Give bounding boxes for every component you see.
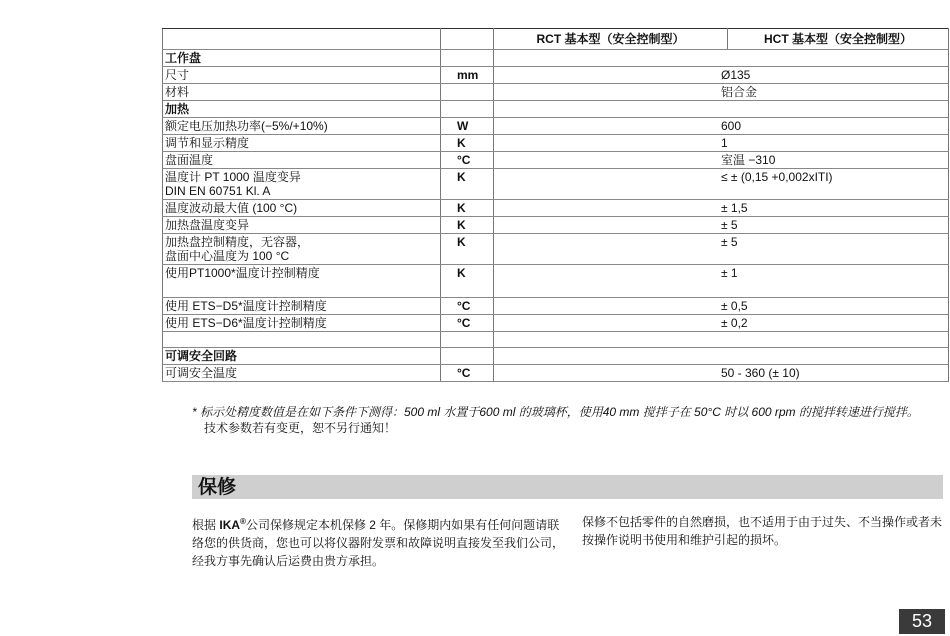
spec-unit: K bbox=[441, 135, 494, 152]
spec-label: 额定电压加热功率(−5%/+10%) bbox=[163, 118, 441, 135]
spec-value: ± 0,2 bbox=[494, 315, 949, 332]
spec-unit: °C bbox=[441, 298, 494, 315]
table-row bbox=[163, 298, 949, 315]
spec-value: Ø135 bbox=[494, 67, 949, 84]
spec-unit: W bbox=[441, 118, 494, 135]
footnote-notice: 技术参数若有变更，恕不另行通知！ bbox=[204, 421, 397, 435]
page-number: 53 bbox=[899, 609, 945, 634]
section-row-heating bbox=[163, 101, 949, 118]
spec-unit: K bbox=[441, 265, 494, 298]
spacer-row bbox=[163, 332, 949, 348]
spec-label bbox=[163, 169, 441, 200]
spec-value: 铝合金 bbox=[494, 84, 949, 101]
table-row bbox=[163, 135, 949, 152]
spec-value: 600 bbox=[494, 118, 949, 135]
spec-unit bbox=[441, 84, 494, 101]
spec-value: ± 5 bbox=[494, 234, 949, 265]
warranty-prefix: 根据 bbox=[192, 518, 217, 532]
table-row bbox=[163, 169, 949, 200]
spec-value: ± 5 bbox=[494, 217, 949, 234]
section-title: 可调安全回路 bbox=[163, 348, 441, 365]
spec-label: 尺寸 bbox=[163, 67, 441, 84]
table-row bbox=[163, 67, 949, 84]
spec-label-line2: DIN EN 60751 Kl. A bbox=[165, 184, 271, 198]
spec-value: ≤ ± (0,15 +0,002xITI) bbox=[494, 169, 949, 200]
table-row bbox=[163, 217, 949, 234]
spec-label: 加热盘温度变异 bbox=[163, 217, 441, 234]
spec-label: 可调安全温度 bbox=[163, 365, 441, 382]
spec-label-line1: 温度计 PT 1000 温度变异 bbox=[165, 170, 301, 184]
table-row bbox=[163, 234, 949, 265]
spec-label: 温度波动最大值 (100 °C) bbox=[163, 200, 441, 217]
warranty-body: 公司保修规定本机保修 2 年。保修期内如果有任何问题请联络您的供货商，您也可以将仪器附发票和故障说明直接发至我们公司，经我方事先确认后运费由贵方承担。 bbox=[192, 518, 565, 568]
spec-unit: °C bbox=[441, 152, 494, 169]
section-title: 加热 bbox=[163, 101, 441, 118]
spec-unit: K bbox=[441, 169, 494, 200]
spec-unit: K bbox=[441, 217, 494, 234]
spec-label: 使用 ETS−D6*温度计控制精度 bbox=[163, 315, 441, 332]
spec-value: 1 bbox=[494, 135, 949, 152]
spec-unit: °C bbox=[441, 365, 494, 382]
table-row bbox=[163, 84, 949, 101]
brand-name bbox=[219, 518, 246, 532]
spec-value: ± 1 bbox=[494, 265, 949, 298]
spec-table bbox=[162, 28, 949, 382]
spec-value: 50 - 360 (± 10) bbox=[494, 365, 949, 382]
warranty-heading-bar bbox=[192, 475, 943, 499]
spec-label: 材料 bbox=[163, 84, 441, 101]
spec-label-line2: 盘面中心温度为 100 °C bbox=[165, 249, 290, 263]
warranty-title: 保修 bbox=[198, 477, 237, 498]
section-row-safety bbox=[163, 348, 949, 365]
spec-label-line1: 加热盘控制精度，无容器， bbox=[165, 235, 310, 249]
spec-label: 使用 ETS−D5*温度计控制精度 bbox=[163, 298, 441, 315]
spec-label: 使用PT1000*温度计控制精度 bbox=[163, 265, 441, 298]
brand-text: IKA bbox=[219, 518, 241, 532]
spec-label bbox=[163, 234, 441, 265]
spec-label: 盘面温度 bbox=[163, 152, 441, 169]
table-row bbox=[163, 265, 949, 298]
spec-value: 室温 −310 bbox=[494, 152, 949, 169]
column-header-hct: HCT 基本型（安全控制型） bbox=[728, 29, 949, 50]
warranty-text-left bbox=[192, 513, 564, 570]
footnote bbox=[192, 404, 944, 436]
spec-value: ± 0,5 bbox=[494, 298, 949, 315]
spec-unit: K bbox=[441, 234, 494, 265]
table-row bbox=[163, 152, 949, 169]
table-row bbox=[163, 118, 949, 135]
spec-label: 调节和显示精度 bbox=[163, 135, 441, 152]
spec-unit: K bbox=[441, 200, 494, 217]
section-title: 工作盘 bbox=[163, 50, 441, 67]
spec-unit: °C bbox=[441, 315, 494, 332]
section-row-plate bbox=[163, 50, 949, 67]
table-row bbox=[163, 315, 949, 332]
table-header-row bbox=[163, 29, 949, 50]
registered-mark: ® bbox=[240, 517, 246, 526]
table-row bbox=[163, 365, 949, 382]
footnote-conditions: * 标示处精度数值是在如下条件下测得：500 ml 水置于600 ml 的玻璃杯，使用40 mm 搅拌子在 50°C 时以 600 rpm 的搅拌转速进行搅拌。 bbox=[192, 405, 919, 419]
spec-value: ± 1,5 bbox=[494, 200, 949, 217]
spec-unit: mm bbox=[441, 67, 494, 84]
column-header-rct: RCT 基本型（安全控制型） bbox=[494, 29, 728, 50]
warranty-text-right: 保修不包括零件的自然磨损，也不适用于由于过失、不当操作或者未按操作说明书使用和维护引起的损坏。 bbox=[582, 515, 943, 547]
table-row bbox=[163, 200, 949, 217]
